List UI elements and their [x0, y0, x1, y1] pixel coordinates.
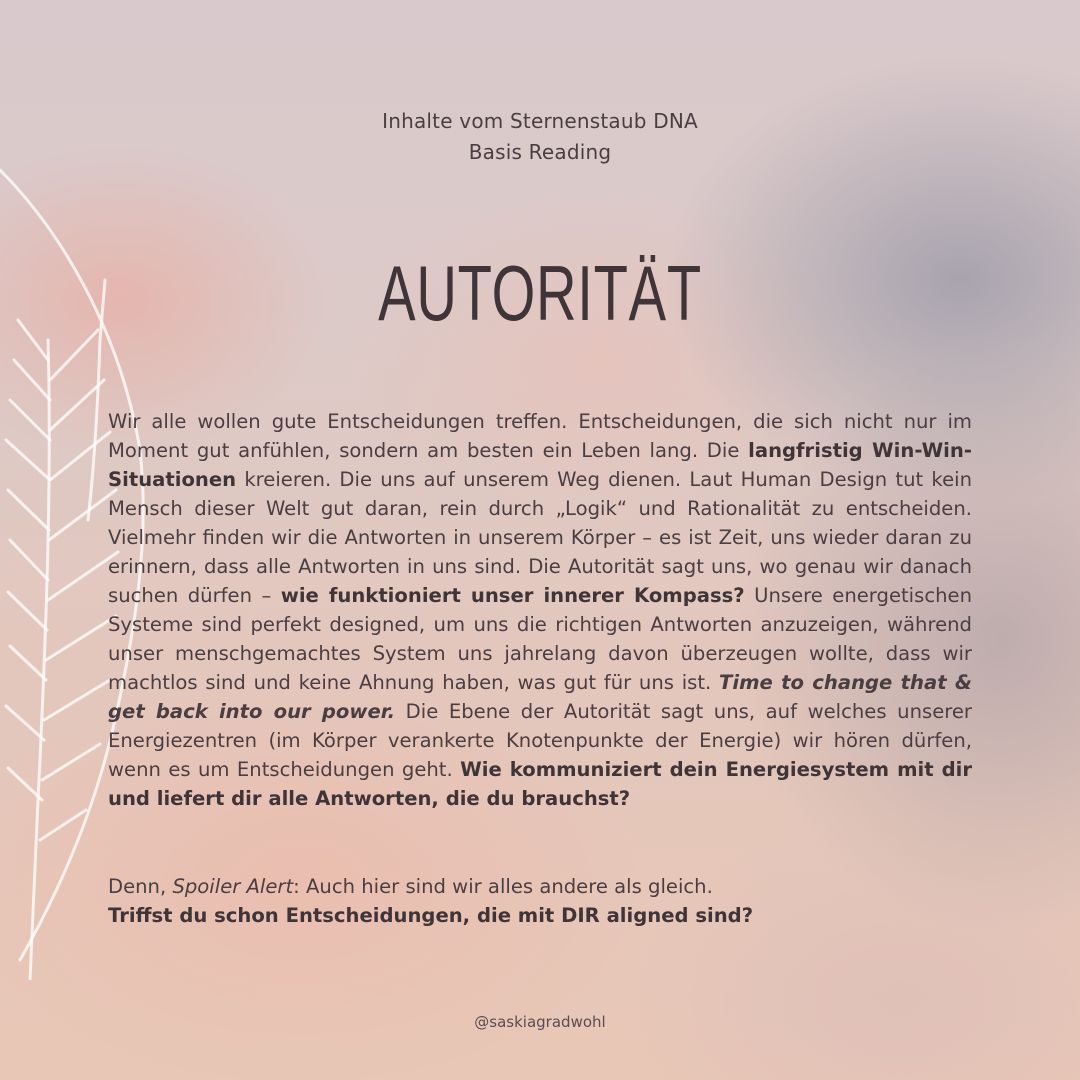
closing-prefix: Denn,	[108, 875, 173, 898]
body-text-1: Wir alle wollen gute Entscheidungen treffen. Entscheidungen, die sich nicht nur im Moment gut anfühlen, sondern am besten ein Leben lang. Die	[108, 410, 972, 462]
page-title: AUTORITÄT	[378, 249, 702, 337]
body-bold-italic-1: Time to change that & get back into our power.	[108, 671, 972, 723]
author-handle: @saskiagradwohl	[474, 1013, 606, 1031]
header	[0, 106, 1080, 168]
closing-rest: : Auch hier sind wir alles andere als gleich.	[293, 875, 713, 898]
header-line-1: Inhalte vom Sternenstaub DNA	[382, 109, 698, 133]
body-bold-2: wie funktioniert unser innerer Kompass?	[280, 584, 745, 607]
closing-line-1	[108, 872, 972, 901]
body-bold-1: langfristig Win-Win-Situationen	[108, 439, 972, 491]
body-text-2: kreieren. Die uns auf unserem Weg dienen. Laut Human Design tut kein Mensch dieser Welt gut daran, rein durch „Logik“ und Rationalität zu entscheiden. Vielmehr finden wir die Antworten in unserem Körper – es ist Zeit, uns wieder daran zu erinnern, dass alle Antworten in uns sind. Die Autorität sagt uns, wo genau wir danach suchen dürfen –	[108, 468, 972, 607]
body-bold-3: Wie kommuniziert dein Energiesystem mit dir und liefert dir alle Antworten, die du brauchst?	[108, 758, 972, 810]
closing-italic: Spoiler Alert	[172, 875, 294, 898]
header-line-2: Basis Reading	[468, 140, 612, 164]
closing-paragraph	[108, 872, 972, 930]
body-text-4: Die Ebene der Autorität sagt uns, auf welches unserer Energiezentren (im Körper verankerte Knotenpunkte der Energie) wir hören dürfen, wenn es um Entscheidungen geht.	[108, 700, 972, 781]
closing-question: Triffst du schon Entscheidungen, die mit DIR aligned sind?	[108, 904, 754, 927]
closing-line-2	[108, 901, 972, 930]
body-paragraph	[108, 407, 972, 813]
body-text-3: Unsere energetischen Systeme sind perfekt designed, um uns die richtigen Antworten anzuzeigen, während unser menschgemachtes System uns jahrelang davon überzeugen wollte, dass wir machtlos sind und keine Ahnung haben, was gut für uns ist.	[108, 584, 973, 694]
